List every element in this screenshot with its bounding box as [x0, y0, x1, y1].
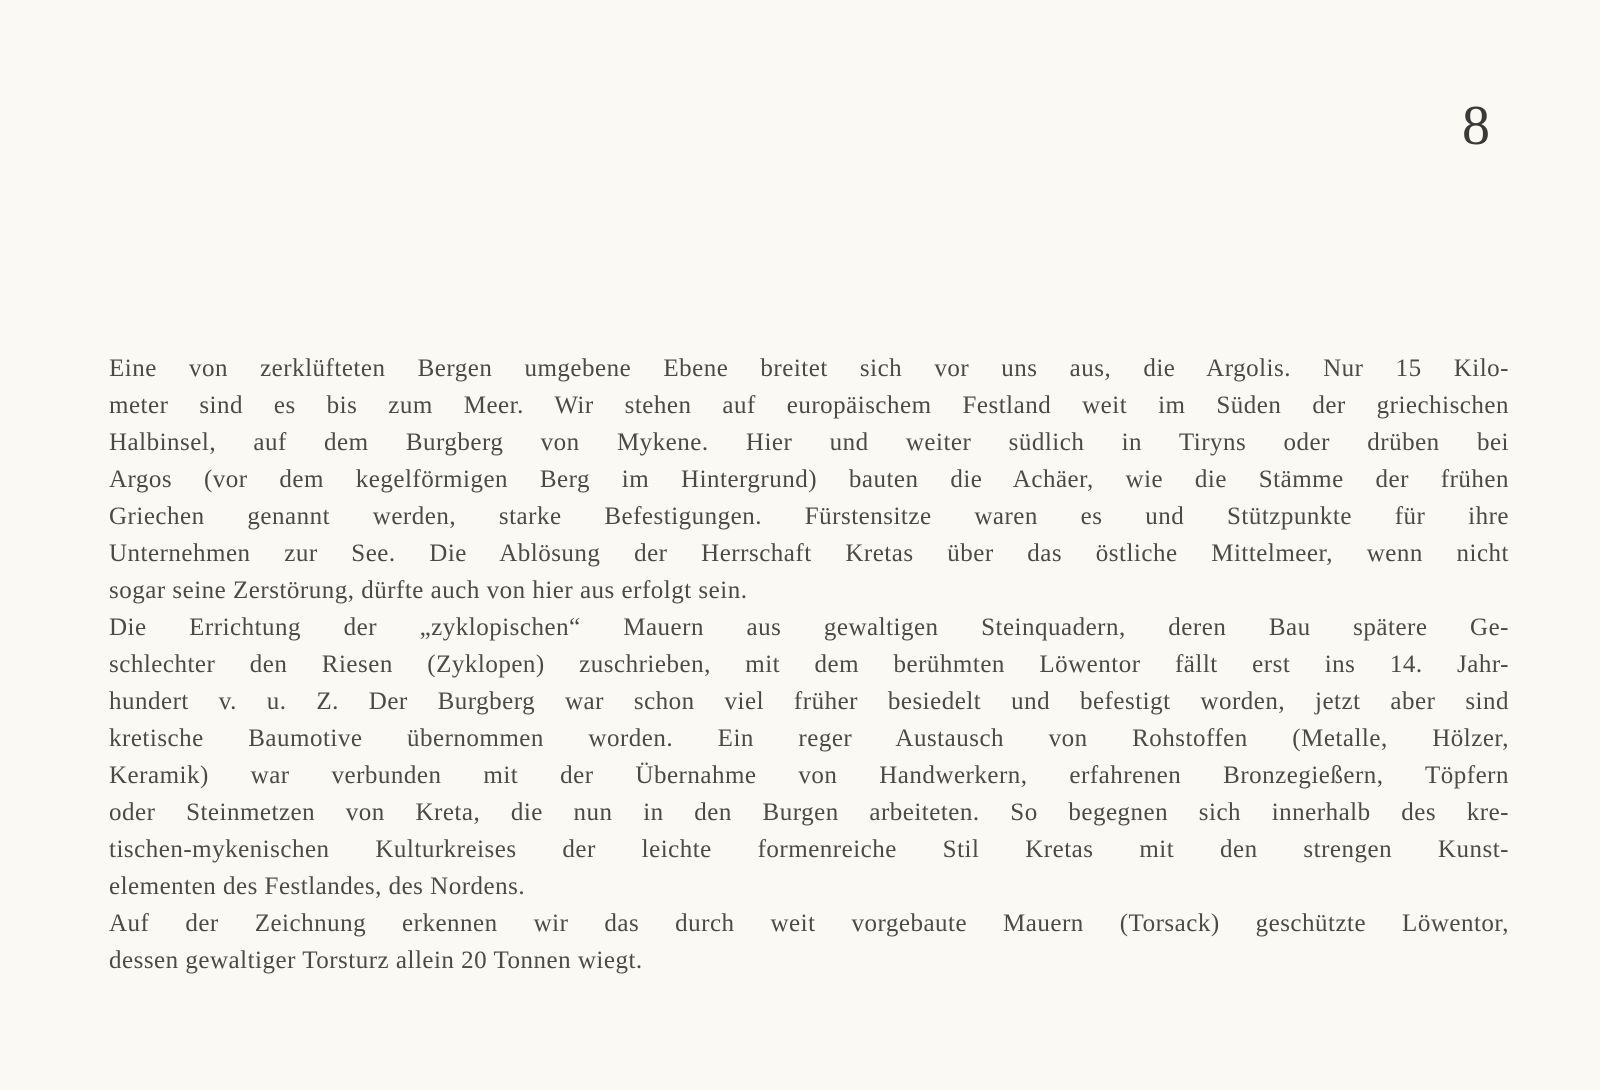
text-line: meter sind es bis zum Meer. Wir stehen auf europäischem Festland weit im Süden der griechischen: [109, 392, 1509, 419]
text-line: sogar seine Zerstörung, dürfte auch von hier aus erfolgt sein.: [109, 577, 748, 604]
paragraph-loewentor: [109, 905, 1509, 979]
text-line: Argos (vor dem kegelförmigen Berg im Hintergrund) bauten die Achäer, wie die Stämme der frühen: [109, 466, 1509, 493]
text-line: Die Errichtung der „zyklopischen“ Mauern aus gewaltigen Steinquadern, deren Bau spätere Ge-: [109, 614, 1509, 641]
text-line: Griechen genannt werden, starke Befestigungen. Fürstensitze waren es und Stützpunkte für ihre: [109, 503, 1509, 530]
page-number: 8: [1462, 95, 1490, 157]
paragraph-argolis: [109, 350, 1509, 609]
text-line: schlechter den Riesen (Zyklopen) zuschrieben, mit dem berühmten Löwentor fällt erst ins 14. Jahr-: [109, 651, 1509, 678]
text-line: tischen-mykenischen Kulturkreises der leichte formenreiche Stil Kretas mit den strengen Kunst-: [109, 836, 1509, 863]
text-line: elementen des Festlandes, des Nordens.: [109, 873, 526, 900]
text-line: Eine von zerklüfteten Bergen umgebene Ebene breitet sich vor uns aus, die Argolis. Nur 15 Kilo-: [109, 355, 1509, 382]
text-line: Halbinsel, auf dem Burgberg von Mykene. Hier und weiter südlich in Tiryns oder drüben bei: [109, 429, 1509, 456]
text-line: Unternehmen zur See. Die Ablösung der Herrschaft Kretas über das östliche Mittelmeer, wenn nicht: [109, 540, 1509, 567]
body-text: [109, 350, 1509, 979]
text-line: Keramik) war verbunden mit der Übernahme von Handwerkern, erfahrenen Bronzegießern, Töpfern: [109, 762, 1509, 789]
paragraph-zyklopische-mauern: [109, 609, 1509, 905]
text-line: hundert v. u. Z. Der Burgberg war schon viel früher besiedelt und befestigt worden, jetzt aber sind: [109, 688, 1509, 715]
text-line: dessen gewaltiger Torsturz allein 20 Tonnen wiegt.: [109, 947, 643, 974]
text-line: Auf der Zeichnung erkennen wir das durch weit vorgebaute Mauern (Torsack) geschützte Löwentor,: [109, 910, 1509, 937]
text-line: oder Steinmetzen von Kreta, die nun in den Burgen arbeiteten. So begegnen sich innerhalb des kre-: [109, 799, 1509, 826]
text-line: kretische Baumotive übernommen worden. Ein reger Austausch von Rohstoffen (Metalle, Hölzer,: [109, 725, 1509, 752]
